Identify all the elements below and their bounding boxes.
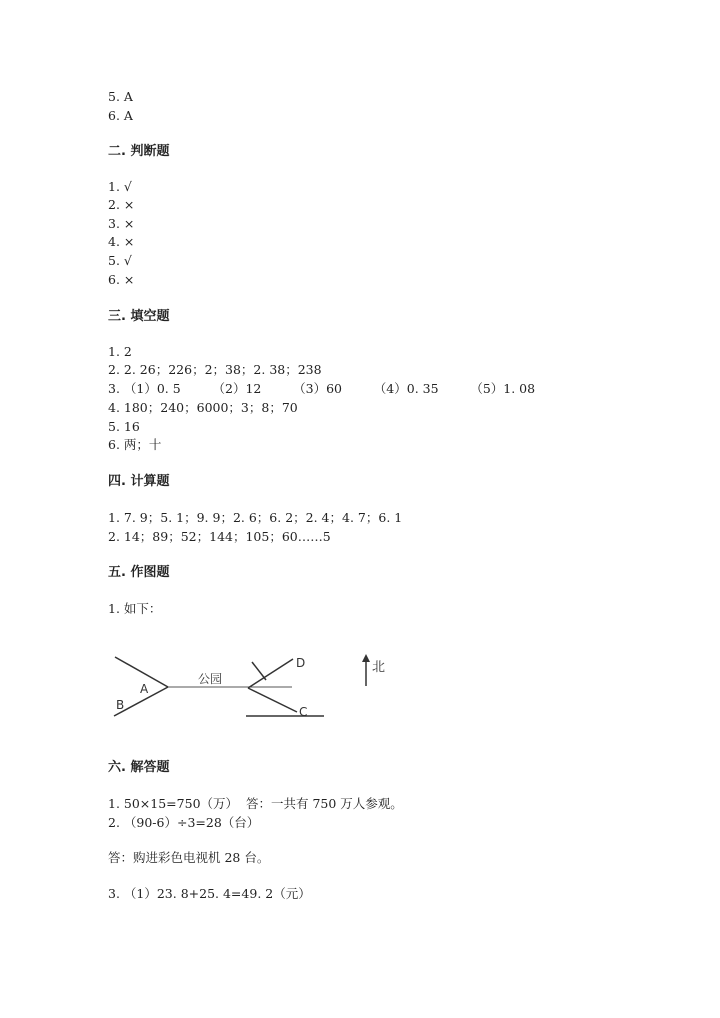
label-b: B xyxy=(116,698,125,712)
line-c xyxy=(248,688,297,712)
answer-line: 3. × xyxy=(108,216,135,231)
answer-line: 5. 16 xyxy=(108,419,140,434)
answer-line: 3. （1）23. 8+25. 4=49. 2（元） xyxy=(108,886,311,901)
section-heading-solutions: 六. 解答题 xyxy=(108,760,170,775)
answer-line: 5. √ xyxy=(108,253,132,268)
section-heading-fill-blank: 三. 填空题 xyxy=(108,309,170,324)
answer-line: 6. 两；十 xyxy=(108,437,162,452)
answer-line: 6. × xyxy=(108,272,135,287)
answer-line: 2. （90-6）÷3=28（台） xyxy=(108,815,260,830)
answer-line: 2. 14；89；52；144；105；60……5 xyxy=(108,529,331,544)
answer-line: 4. 180；240；6000；3；8；70 xyxy=(108,400,298,415)
section-heading-judgment: 二. 判断题 xyxy=(108,144,170,159)
map-diagram xyxy=(100,640,420,730)
answer-line: 4. × xyxy=(108,234,135,249)
answer-line: 1. 2 xyxy=(108,344,132,359)
answer-line: 1. 50×15=750（万） 答：一共有 750 万人参观。 xyxy=(108,796,403,811)
label-c: C xyxy=(299,705,308,719)
map-diagram-svg xyxy=(100,640,420,730)
answer-line: 3. （1）0. 5 （2）12 （3）60 （4）0. 35 （5）1. 08 xyxy=(108,381,536,396)
answer-line: 1. 如下： xyxy=(108,601,162,616)
answer-line: 1. √ xyxy=(108,179,132,194)
label-a: A xyxy=(140,682,149,696)
answer-line: 2. 2. 26；226；2；38；2. 38；238 xyxy=(108,362,322,377)
label-north: 北 xyxy=(372,660,386,675)
north-arrow-head xyxy=(362,654,370,662)
section-heading-drawing: 五. 作图题 xyxy=(108,565,170,580)
section-heading-calculation: 四. 计算题 xyxy=(108,474,170,489)
answer-line: 1. 7. 9；5. 1；9. 9；2. 6；6. 2；2. 4；4. 7；6. 1 xyxy=(108,510,403,525)
line-d xyxy=(248,659,293,688)
label-park: 公园 xyxy=(198,672,223,686)
answer-line: 6. A xyxy=(108,108,133,123)
answer-line: 2. × xyxy=(108,197,135,212)
answer-line: 5. A xyxy=(108,89,133,104)
answer-line: 答：购进彩色电视机 28 台。 xyxy=(108,850,270,865)
label-d: D xyxy=(296,656,306,670)
